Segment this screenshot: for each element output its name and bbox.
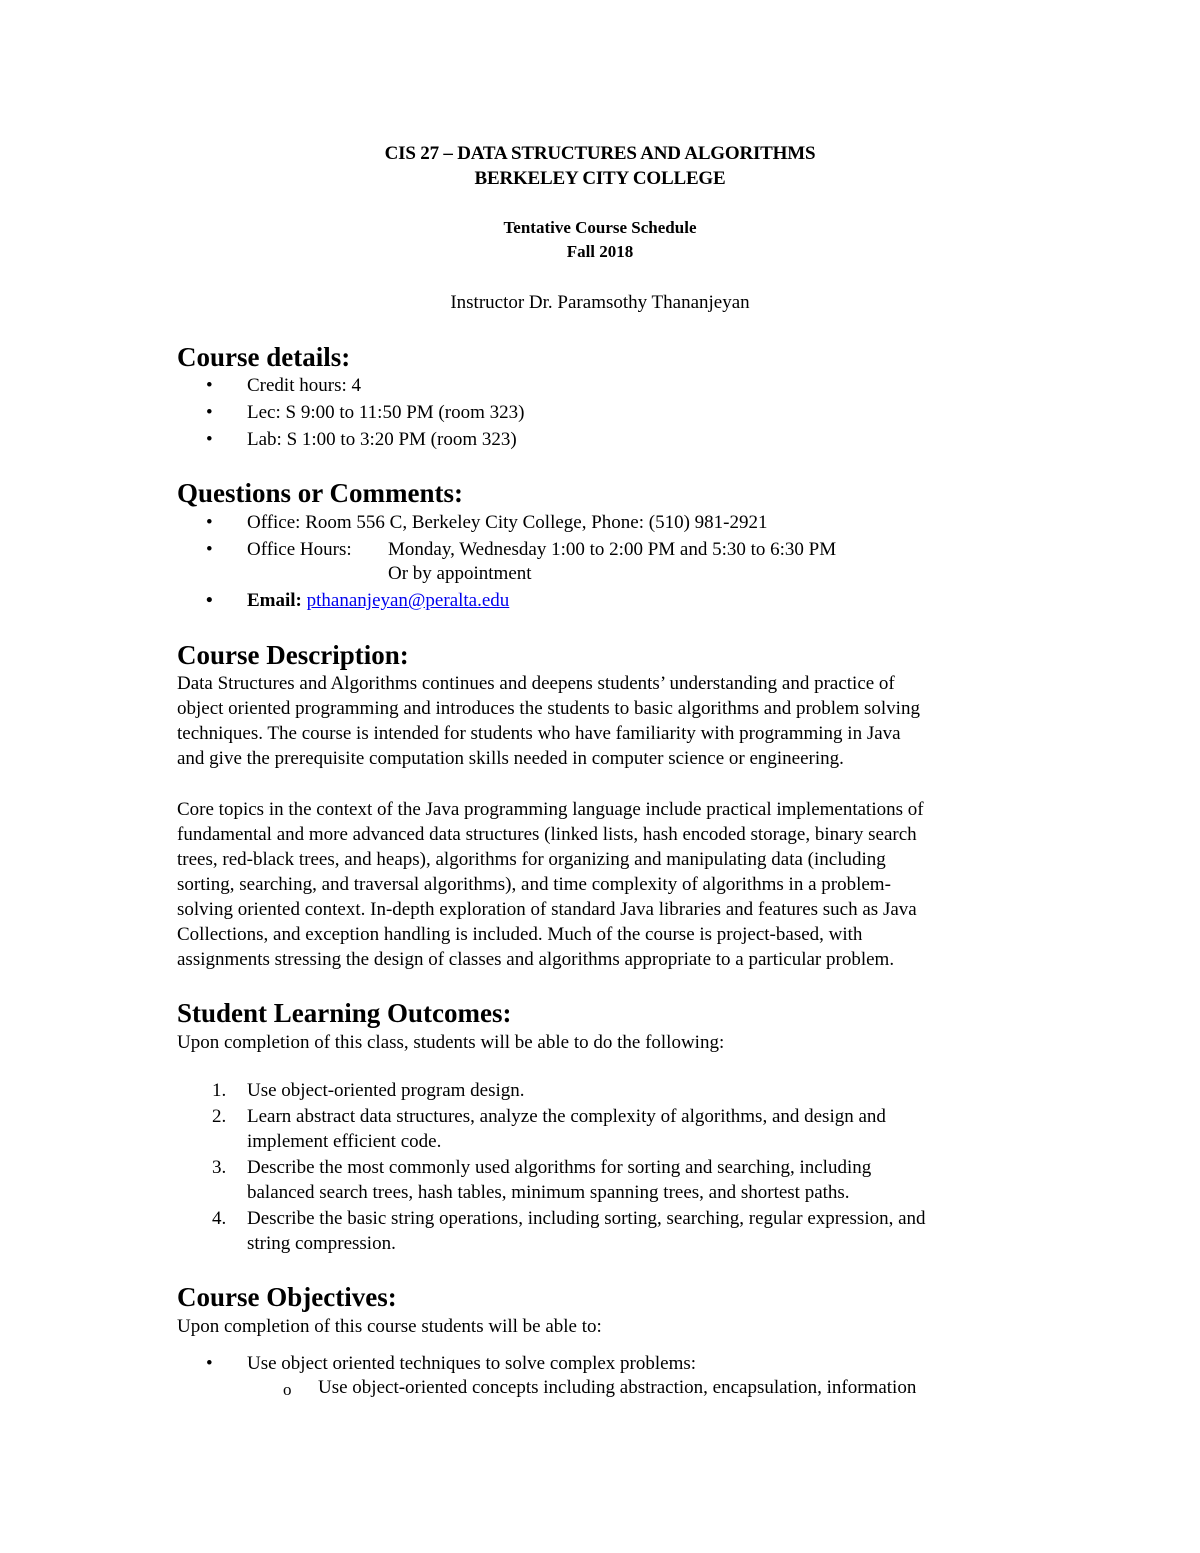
bullet-icon: • — [206, 1353, 213, 1374]
term: Fall 2018 — [566, 242, 634, 261]
lab-time: Lab: S 1:00 to 3:20 PM (room 323) — [247, 429, 517, 450]
outcome-line: balanced search trees, hash tables, minimum spanning trees, and shortest paths. — [247, 1182, 850, 1203]
outcome-line: Use object-oriented program design. — [247, 1080, 525, 1101]
office-hours-label: Office Hours: — [247, 539, 352, 560]
description-line: solving oriented context. In-depth exploration of standard Java libraries and features such as Java — [177, 899, 917, 920]
bullet-icon: • — [206, 402, 213, 423]
outcome-number: 3. — [212, 1157, 227, 1178]
outcome-line: implement efficient code. — [247, 1131, 442, 1152]
description-line: techniques. The course is intended for students who have familiarity with programming in Java — [177, 723, 901, 744]
email-link[interactable]: pthananjeyan@peralta.edu — [306, 590, 510, 611]
schedule-title: Tentative Course Schedule — [503, 218, 697, 237]
objectives-heading: Course Objectives: — [177, 1282, 397, 1312]
bullet-icon: • — [206, 539, 213, 560]
instructor: Instructor Dr. Paramsothy Thananjeyan — [450, 292, 750, 313]
course-details-heading: Course details: — [177, 342, 351, 372]
email-row — [247, 590, 509, 612]
description-line: object oriented programming and introduces the students to basic algorithms and problem solving — [177, 698, 920, 719]
sub-bullet-marker: o — [283, 1380, 292, 1399]
bullet-icon: • — [206, 590, 213, 611]
bullet-icon: • — [206, 375, 213, 396]
outcome-line: Describe the most commonly used algorithms for sorting and searching, including — [247, 1157, 872, 1178]
outcome-line: string compression. — [247, 1233, 396, 1254]
bullet-icon: • — [206, 512, 213, 533]
office-hours-value: Monday, Wednesday 1:00 to 2:00 PM and 5:30 to 6:30 PM — [388, 539, 837, 560]
objective-subitem: Use object-oriented concepts including abstraction, encapsulation, information — [318, 1377, 917, 1398]
credit-hours: Credit hours: 4 — [247, 375, 361, 396]
outcome-number: 1. — [212, 1080, 227, 1101]
description-line: assignments stressing the design of classes and algorithms appropriate to a particular problem. — [177, 949, 895, 970]
questions-heading: Questions or Comments: — [177, 478, 463, 508]
email-label: Email: — [247, 590, 307, 611]
college-name: BERKELEY CITY COLLEGE — [474, 168, 726, 189]
description-line: fundamental and more advanced data structures (linked lists, hash encoded storage, binary search — [177, 824, 917, 845]
office-info: Office: Room 556 C, Berkeley City College, Phone: (510) 981-2921 — [247, 512, 768, 533]
description-line: Collections, and exception handling is included. Much of the course is project-based, with — [177, 924, 863, 945]
office-hours-alt: Or by appointment — [388, 563, 532, 584]
lecture-time: Lec: S 9:00 to 11:50 PM (room 323) — [247, 402, 525, 423]
description-line: sorting, searching, and traversal algorithms), and time complexity of algorithms in a problem- — [177, 874, 891, 895]
outcomes-heading: Student Learning Outcomes: — [177, 998, 512, 1028]
objectives-intro: Upon completion of this course students will be able to: — [177, 1316, 602, 1337]
bullet-icon: • — [206, 429, 213, 450]
description-line: Data Structures and Algorithms continues and deepens students’ understanding and practice of — [177, 673, 895, 694]
description-line: trees, red-black trees, and heaps), algorithms for organizing and manipulating data (including — [177, 849, 886, 870]
description-line: and give the prerequisite computation skills needed in computer science or engineering. — [177, 748, 844, 769]
objective-item: Use object oriented techniques to solve complex problems: — [247, 1353, 697, 1374]
outcome-line: Learn abstract data structures, analyze the complexity of algorithms, and design and — [247, 1106, 886, 1127]
description-heading: Course Description: — [177, 640, 409, 670]
course-title: CIS 27 – DATA STRUCTURES AND ALGORITHMS — [384, 143, 816, 164]
outcomes-intro: Upon completion of this class, students will be able to do the following: — [177, 1032, 725, 1053]
outcome-line: Describe the basic string operations, including sorting, searching, regular expression, and — [247, 1208, 926, 1229]
outcome-number: 4. — [212, 1208, 227, 1229]
description-line: Core topics in the context of the Java programming language include practical implementations of — [177, 799, 924, 820]
outcome-number: 2. — [212, 1106, 227, 1127]
